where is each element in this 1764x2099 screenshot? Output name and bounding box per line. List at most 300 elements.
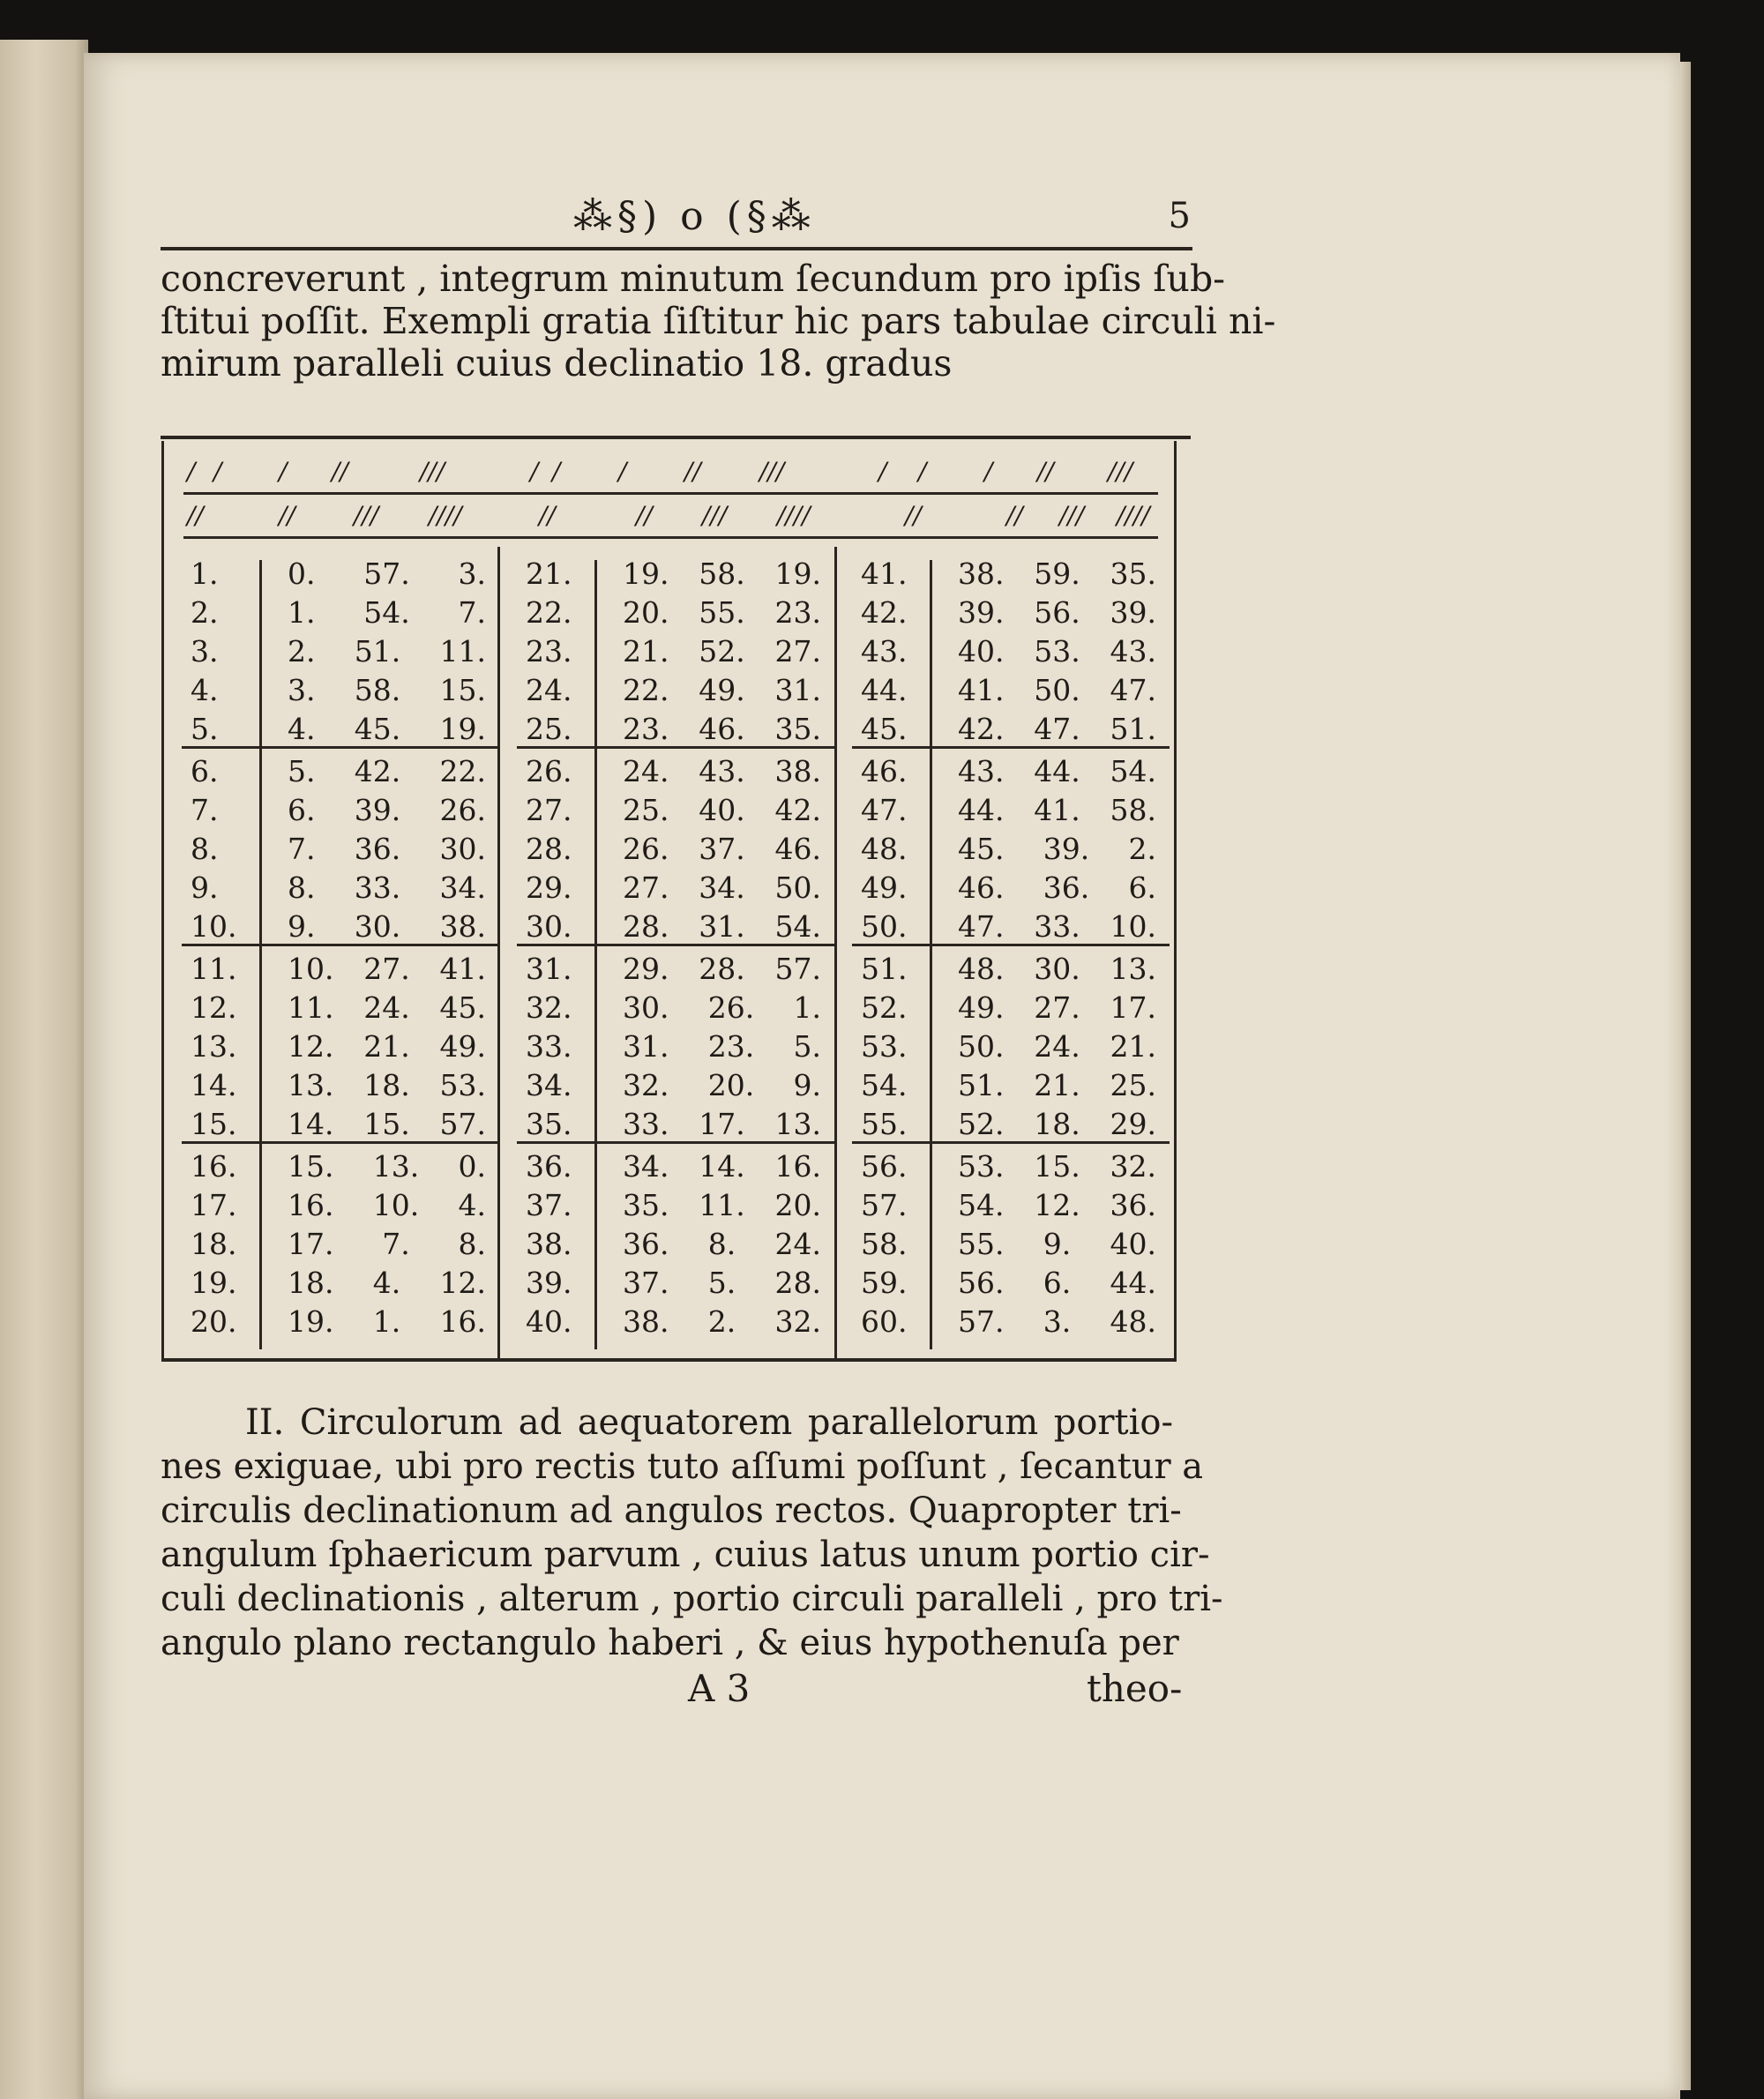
table-row (852, 1024, 1170, 1063)
table-column (852, 551, 1170, 1339)
row-index: 9. (191, 870, 219, 905)
table-cell: 50. (958, 1029, 1005, 1064)
table-cell: 27. (623, 870, 669, 905)
row-values (958, 1068, 1156, 1102)
table-cell: 4. (458, 1188, 486, 1222)
row-index: 41. (861, 556, 908, 591)
table-cell: 41. (1034, 793, 1080, 827)
row-values (958, 634, 1156, 669)
table-cell: 14. (288, 1107, 334, 1141)
table-cell: 35. (774, 712, 821, 746)
row-group (517, 944, 834, 1141)
row-values (288, 556, 486, 591)
table-cell: 6. (288, 793, 316, 827)
row-group (517, 1141, 834, 1339)
table-cell: 42. (354, 754, 401, 788)
row-values (623, 909, 821, 944)
table-cell: 3. (458, 556, 486, 591)
row-group (182, 746, 499, 944)
table-cell: 36. (1043, 870, 1090, 905)
row-index: 24. (526, 673, 572, 707)
row-index: 26. (526, 754, 572, 788)
table-cell: 20. (707, 1068, 755, 1102)
row-values (958, 909, 1156, 944)
text-line: angulum ſphaericum parvum , cuius latus unum portio cir- (161, 1535, 1210, 1575)
table-cell: 40. (699, 793, 745, 827)
table-cell: 56. (958, 1266, 1005, 1300)
table-cell: 9. (288, 909, 316, 944)
table-cell: 20. (774, 1188, 821, 1222)
table-cell: 4. (372, 1266, 401, 1300)
row-index: 32. (526, 990, 572, 1025)
row-index: 7. (191, 793, 219, 827)
table-row (517, 1063, 834, 1102)
row-index: 16. (191, 1149, 237, 1184)
row-index: 35. (526, 1107, 572, 1141)
table-row (852, 985, 1170, 1024)
table-cell: 7. (288, 832, 316, 866)
table-cell: 19. (288, 1304, 334, 1339)
row-values (958, 990, 1156, 1025)
table-cell: 39. (1110, 595, 1156, 630)
table-cell: 53. (958, 1149, 1005, 1184)
table-row (852, 668, 1170, 706)
table-cell: 36. (1110, 1188, 1156, 1222)
table-cell: 41. (958, 673, 1005, 707)
table-row (517, 668, 834, 706)
row-index: 23. (526, 634, 572, 669)
table-row (182, 551, 499, 590)
table-cell: 15. (363, 1107, 410, 1141)
table-cell: 15. (1034, 1149, 1080, 1184)
table-row (182, 788, 499, 826)
row-index: 25. (526, 712, 572, 746)
text-line: nes exiguae, ubi pro rectis tuto aſſumi poſſunt , ſecantur a (161, 1446, 1204, 1487)
row-values (623, 673, 821, 707)
row-group (182, 551, 499, 746)
table-cell: 42. (958, 712, 1005, 746)
table-row (517, 590, 834, 629)
table-row (517, 865, 834, 904)
table-cell: 4. (288, 712, 316, 746)
text-line: II. Circulorum ad aequatorem parallelorum portio- (245, 1402, 1173, 1443)
row-index: 51. (861, 952, 908, 986)
table-cell: 3. (288, 673, 316, 707)
table-row (517, 826, 834, 865)
table-cell: 33. (354, 870, 401, 905)
row-values (288, 1107, 486, 1141)
row-group (517, 551, 834, 746)
table-cell: 9. (793, 1068, 821, 1102)
row-values (958, 793, 1156, 827)
table-row (852, 1144, 1170, 1183)
table-cell: 5. (793, 1029, 821, 1064)
table-row (852, 1183, 1170, 1221)
table-cell: 26. (707, 990, 755, 1025)
table-cell: 10. (372, 1188, 420, 1222)
table-cell: 31. (699, 909, 745, 944)
row-group (852, 551, 1170, 746)
table-cell: 23. (707, 1029, 755, 1064)
table-cell: 27. (363, 952, 410, 986)
text-line: mirum paralleli cuius declinatio 18. gradus (161, 342, 953, 385)
table-cell: 44. (958, 793, 1005, 827)
row-index: 30. (526, 909, 572, 944)
table-row (182, 706, 499, 745)
row-values (288, 1304, 486, 1339)
table-row (182, 865, 499, 904)
row-index: 6. (191, 754, 219, 788)
row-values (623, 754, 821, 788)
row-index: 45. (861, 712, 908, 746)
page-fore-edge (1680, 62, 1691, 2090)
table-cell: 0. (458, 1149, 486, 1184)
table-cell: 57. (363, 556, 410, 591)
table-cell: 22. (439, 754, 486, 788)
table-cell: 49. (958, 990, 1005, 1025)
row-values (958, 832, 1156, 866)
table-cell: 25. (623, 793, 669, 827)
table-cell: 48. (958, 952, 1005, 986)
table-row (517, 551, 834, 590)
table-row (852, 706, 1170, 745)
table-row (182, 1260, 499, 1299)
table-row (517, 788, 834, 826)
table-cell: 1. (288, 595, 316, 630)
table-cell: 30. (1034, 952, 1080, 986)
table-cell: 23. (774, 595, 821, 630)
table-cell: 47. (1034, 712, 1080, 746)
table-row (852, 749, 1170, 788)
row-index: 58. (861, 1227, 908, 1261)
table-cell: 35. (1110, 556, 1156, 591)
row-index: 36. (526, 1149, 572, 1184)
row-values (623, 595, 821, 630)
row-values (958, 1149, 1156, 1184)
table-cell: 17. (288, 1227, 334, 1261)
table-cell: 8. (458, 1227, 486, 1261)
table-cell: 2. (288, 634, 316, 669)
row-values (288, 634, 486, 669)
row-index: 53. (861, 1029, 908, 1064)
table-row (182, 590, 499, 629)
table-cell: 38. (439, 909, 486, 944)
column-separator (834, 547, 837, 1358)
table-row (182, 1144, 499, 1183)
row-values (958, 1304, 1156, 1339)
table-cell: 18. (288, 1266, 334, 1300)
table-cell: 2. (707, 1304, 736, 1339)
row-values (958, 952, 1156, 986)
table-cell: 11. (288, 990, 334, 1025)
table-cell: 24. (1034, 1029, 1080, 1064)
table-cell: 45. (958, 832, 1005, 866)
row-index: 43. (861, 634, 908, 669)
table-row (182, 826, 499, 865)
row-values (288, 1188, 486, 1222)
table-cell: 17. (1110, 990, 1156, 1025)
table-cell: 57. (774, 952, 821, 986)
table-row (517, 946, 834, 985)
table-row (182, 1102, 499, 1140)
row-index: 47. (861, 793, 908, 827)
row-index: 14. (191, 1068, 237, 1102)
table-cell: 25. (1110, 1068, 1156, 1102)
text-line: ſtitui poſſit. Exempli gratia ſiſtitur hic pars tabulae circuli ni- (161, 300, 1276, 342)
table-cell: 13. (774, 1107, 821, 1141)
row-index: 10. (191, 909, 237, 944)
table-cell: 19. (439, 712, 486, 746)
row-values (623, 870, 821, 905)
table-row (182, 668, 499, 706)
row-index: 49. (861, 870, 908, 905)
table-cell: 9. (1043, 1227, 1072, 1261)
row-index: 5. (191, 712, 219, 746)
row-index: 55. (861, 1107, 908, 1141)
table-cell: 55. (958, 1227, 1005, 1261)
row-index: 28. (526, 832, 572, 866)
table-cell: 50. (1034, 673, 1080, 707)
table-row (182, 1183, 499, 1221)
row-values (623, 1188, 821, 1222)
table-cell: 10. (1110, 909, 1156, 944)
table-row (852, 1260, 1170, 1299)
table-cell: 16. (439, 1304, 486, 1339)
table-cell: 59. (1034, 556, 1080, 591)
table-cell: 56. (1034, 595, 1080, 630)
table-cell: 54. (774, 909, 821, 944)
table-header-bottom: // // /// //// // // /// //// // // /// //// (187, 501, 1150, 530)
row-values (288, 712, 486, 746)
row-values (623, 556, 821, 591)
table-cell: 45. (439, 990, 486, 1025)
table-cell: 44. (1110, 1266, 1156, 1300)
table-cell: 7. (382, 1227, 410, 1261)
row-values (958, 1107, 1156, 1141)
row-values (288, 793, 486, 827)
row-values (623, 1266, 821, 1300)
table-cell: 28. (623, 909, 669, 944)
table-cell: 6. (1128, 870, 1156, 905)
table-row (517, 629, 834, 668)
table-cell: 24. (774, 1227, 821, 1261)
table-cell: 27. (1034, 990, 1080, 1025)
table-cell: 22. (623, 673, 669, 707)
table-cell: 34. (439, 870, 486, 905)
table-cell: 21. (623, 634, 669, 669)
table-row (852, 904, 1170, 943)
table-cell: 12. (1034, 1188, 1080, 1222)
table-cell: 21. (1034, 1068, 1080, 1102)
table-cell: 42. (774, 793, 821, 827)
adjacent-page-edge (0, 40, 88, 2099)
row-index: 19. (191, 1266, 237, 1300)
table-cell: 43. (1110, 634, 1156, 669)
table-cell: 40. (958, 634, 1005, 669)
intro-paragraph (161, 258, 1276, 385)
row-index: 8. (191, 832, 219, 866)
row-index: 57. (861, 1188, 908, 1222)
row-index: 12. (191, 990, 237, 1025)
table-cell: 14. (699, 1149, 745, 1184)
row-values (288, 1149, 486, 1184)
row-values (288, 1227, 486, 1261)
table-cell: 41. (439, 952, 486, 986)
row-values (623, 1107, 821, 1141)
table-row (182, 749, 499, 788)
table-cell: 29. (623, 952, 669, 986)
row-index: 59. (861, 1266, 908, 1300)
row-index: 60. (861, 1304, 908, 1339)
table-cell: 39. (958, 595, 1005, 630)
table-row (182, 1299, 499, 1338)
table-cell: 54. (363, 595, 410, 630)
header-rule (161, 247, 1192, 250)
row-index: 18. (191, 1227, 237, 1261)
header-bottom-rule (183, 536, 1158, 539)
table-cell: 49. (699, 673, 745, 707)
row-values (958, 754, 1156, 788)
table-cell: 27. (774, 634, 821, 669)
table-cell: 19. (623, 556, 669, 591)
row-values (288, 952, 486, 986)
table-row (517, 1260, 834, 1299)
table-cell: 46. (774, 832, 821, 866)
table-cell: 31. (774, 673, 821, 707)
table-cell: 55. (699, 595, 745, 630)
row-values (623, 952, 821, 986)
row-index: 48. (861, 832, 908, 866)
row-index: 27. (526, 793, 572, 827)
table-row (852, 865, 1170, 904)
table-cell: 12. (288, 1029, 334, 1064)
table-cell: 31. (623, 1029, 669, 1064)
row-index: 13. (191, 1029, 237, 1064)
row-values (623, 634, 821, 669)
table-cell: 51. (958, 1068, 1005, 1102)
row-index: 2. (191, 595, 219, 630)
row-index: 29. (526, 870, 572, 905)
row-values (623, 793, 821, 827)
row-values (623, 1304, 821, 1339)
row-index: 54. (861, 1068, 908, 1102)
row-values (958, 1188, 1156, 1222)
table-cell: 39. (354, 793, 401, 827)
page-number: 5 (1168, 196, 1191, 236)
table-cell: 21. (363, 1029, 410, 1064)
row-values (288, 1029, 486, 1064)
table-cell: 28. (699, 952, 745, 986)
row-index: 40. (526, 1304, 572, 1339)
table-column (182, 551, 499, 1339)
table-cell: 43. (958, 754, 1005, 788)
table-cell: 48. (1110, 1304, 1156, 1339)
row-index: 21. (526, 556, 572, 591)
table-cell: 13. (1110, 952, 1156, 986)
table-cell: 57. (958, 1304, 1005, 1339)
row-index: 38. (526, 1227, 572, 1261)
table-cell: 40. (1110, 1227, 1156, 1261)
table-cell: 28. (774, 1266, 821, 1300)
table-cell: 18. (363, 1068, 410, 1102)
table-cell: 24. (363, 990, 410, 1025)
table-cell: 51. (1110, 712, 1156, 746)
table-cell: 37. (623, 1266, 669, 1300)
row-values (288, 1266, 486, 1300)
table-row (852, 946, 1170, 985)
table-row (852, 826, 1170, 865)
row-values (288, 673, 486, 707)
table-cell: 20. (623, 595, 669, 630)
table-cell: 45. (354, 712, 401, 746)
table-cell: 38. (958, 556, 1005, 591)
table-cell: 36. (354, 832, 401, 866)
table-cell: 8. (288, 870, 316, 905)
table-cell: 26. (439, 793, 486, 827)
table-cell: 16. (288, 1188, 334, 1222)
row-values (958, 673, 1156, 707)
row-values (958, 556, 1156, 591)
table-cell: 0. (288, 556, 316, 591)
table-row (517, 1221, 834, 1260)
table-cell: 17. (699, 1107, 745, 1141)
row-index: 22. (526, 595, 572, 630)
row-values (288, 909, 486, 944)
table-row (182, 904, 499, 943)
table-row (852, 590, 1170, 629)
row-values (623, 1149, 821, 1184)
running-header (159, 194, 1191, 247)
row-values (623, 990, 821, 1025)
header-ornament: ⁂§) o (§⁂ (573, 194, 816, 239)
table-cell: 24. (623, 754, 669, 788)
row-values (288, 990, 486, 1025)
table-cell: 32. (1110, 1149, 1156, 1184)
signature-mark: A 3 (688, 1667, 751, 1710)
table-cell: 38. (774, 754, 821, 788)
table-cell: 16. (774, 1149, 821, 1184)
table-column (517, 551, 834, 1339)
table-cell: 29. (1110, 1107, 1156, 1141)
table-cell: 47. (1110, 673, 1156, 707)
table-cell: 49. (439, 1029, 486, 1064)
row-index: 17. (191, 1188, 237, 1222)
row-index: 50. (861, 909, 908, 944)
row-index: 4. (191, 673, 219, 707)
table-cell: 36. (623, 1227, 669, 1261)
catchword: theo- (1087, 1667, 1183, 1710)
table-cell: 30. (439, 832, 486, 866)
row-values (623, 712, 821, 746)
table-cell: 51. (354, 634, 401, 669)
table-cell: 58. (1110, 793, 1156, 827)
row-group (182, 944, 499, 1141)
table-cell: 30. (354, 909, 401, 944)
table-row (517, 1299, 834, 1338)
table-row (517, 904, 834, 943)
row-values (623, 1068, 821, 1102)
table-cell: 53. (439, 1068, 486, 1102)
row-values (288, 1068, 486, 1102)
row-values (958, 595, 1156, 630)
row-group (182, 1141, 499, 1339)
row-group (852, 944, 1170, 1141)
table-cell: 33. (1034, 909, 1080, 944)
declination-table (161, 441, 1177, 1362)
table-cell: 47. (958, 909, 1005, 944)
table-cell: 11. (439, 634, 486, 669)
table-cell: 52. (958, 1107, 1005, 1141)
